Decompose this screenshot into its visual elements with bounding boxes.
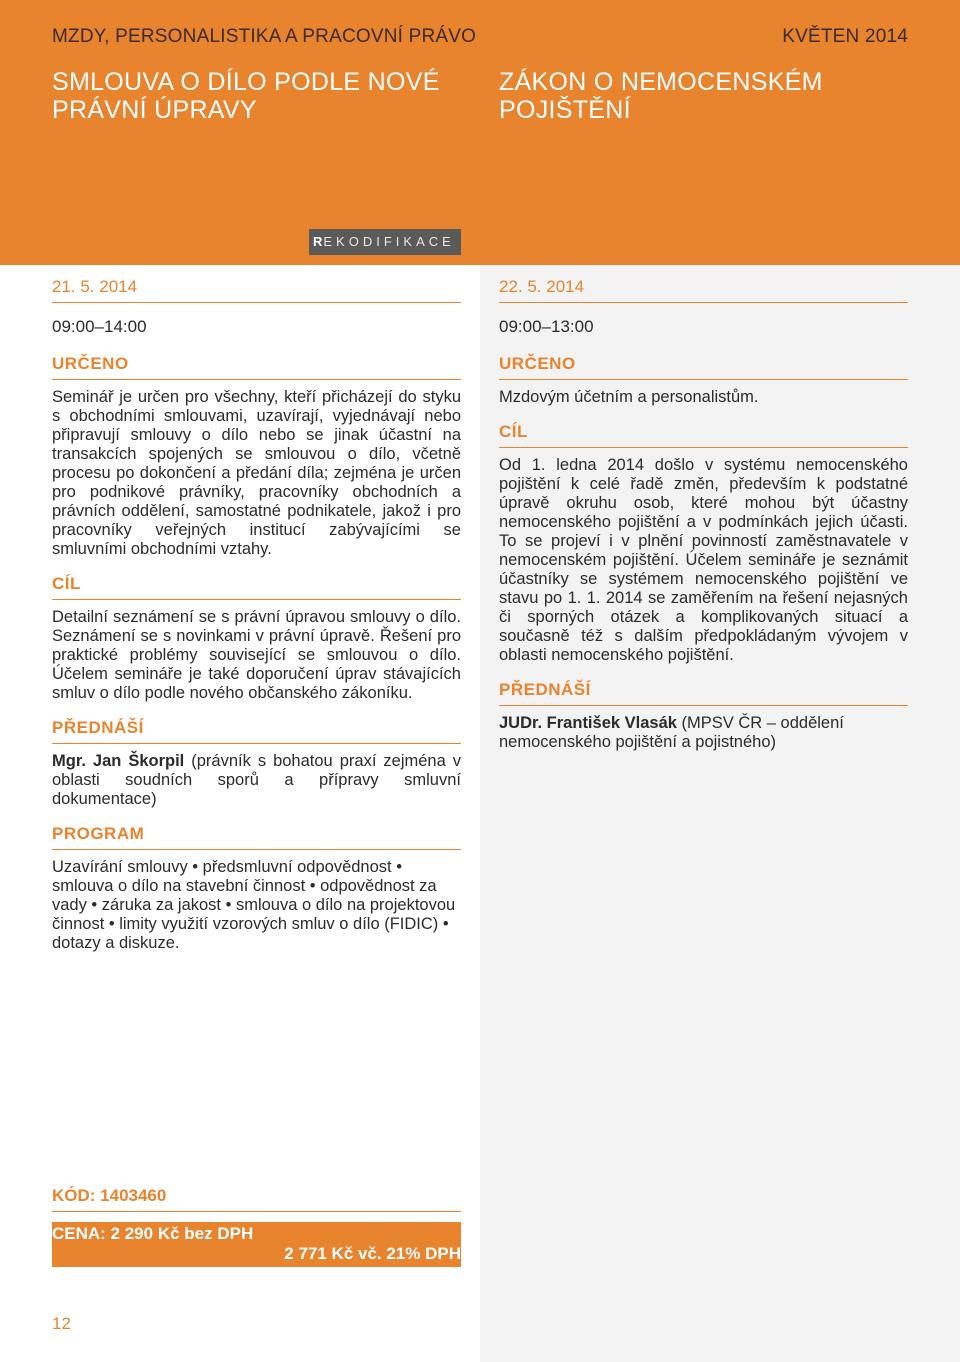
section-title: MZDY, PERSONALISTIKA A PRACOVNÍ PRÁVO bbox=[52, 26, 477, 47]
course-time: 09:00–14:00 bbox=[52, 317, 147, 336]
course-date: 22. 5. 2014 bbox=[499, 275, 908, 303]
course-date: 21. 5. 2014 bbox=[52, 275, 461, 303]
lecturer-note: (právník s bohatou praxí zejména v oblasti soudních sporů a přípravy smluvní dokumentace) bbox=[52, 752, 461, 808]
price-with-vat: 2 771 Kč vč. 21% DPH bbox=[284, 1244, 461, 1263]
badge-text: EKODIFIKACE bbox=[323, 234, 455, 249]
course-code-text: KÓD: 1403460 bbox=[52, 1185, 461, 1212]
course-title-right: ZÁKON O NEMOCENSKÉM POJIŠTĚNÍ bbox=[499, 68, 823, 124]
course-title-left: SMLOUVA O DÍLO PODLE NOVÉ PRÁVNÍ ÚPRAVY bbox=[52, 68, 440, 124]
program-heading: PROGRAM bbox=[52, 823, 461, 850]
prednasi-heading: PŘEDNÁŠÍ bbox=[52, 717, 461, 744]
price-without-vat: CENA: 2 290 Kč bez DPH bbox=[52, 1224, 254, 1243]
issue-date: KVĚTEN 2014 bbox=[782, 26, 908, 47]
rekodifikace-badge bbox=[309, 229, 461, 255]
urceno-text: Mzdovým účetním a personalistům. bbox=[499, 388, 759, 406]
price-box bbox=[52, 1222, 461, 1267]
prednasi-heading: PŘEDNÁŠÍ bbox=[499, 679, 908, 706]
course-left bbox=[52, 275, 461, 953]
cil-heading: CÍL bbox=[52, 573, 461, 600]
urceno-heading: URČENO bbox=[52, 353, 461, 380]
urceno-text: Seminář je určen pro všechny, kteří přicházejí do styku s obchodními smlouvami, uzavírají, vyjednávají nebo připravují smlouvy o dílo nebo se jinak účastní na transakcích spojených se smlouvou o dílo, včetně procesu po dokončení a předání díla; zejména je určen pro podnikové právníky, pracovníky obchodních a právních oddělení, samostatné podnikatele, jakož i pro pracovníky veřejných institucí zabývajícími se smluvními obchodními vztahy. bbox=[52, 388, 461, 558]
badge-initial: R bbox=[313, 234, 324, 249]
lecturer bbox=[499, 714, 908, 752]
course-time: 09:00–13:00 bbox=[499, 317, 594, 336]
course-code bbox=[52, 1185, 461, 1212]
cil-text: Detailní seznámení se s právní úpravou smlouvy o dílo. Seznámení se s novinkami v právní úpravě. Řešení pro praktické problémy související se smlouvou o dílo. Účelem semináře je také doporučení úprav stávajících smluv o dílo podle nového občanského zákoníku. bbox=[52, 608, 461, 702]
cil-heading: CÍL bbox=[499, 421, 908, 448]
lecturer-name: JUDr. František Vlasák bbox=[499, 714, 677, 732]
page-number: 12 bbox=[52, 1314, 71, 1333]
lecturer bbox=[52, 752, 461, 809]
course-right bbox=[499, 275, 908, 752]
urceno-heading: URČENO bbox=[499, 353, 908, 380]
cil-text: Od 1. ledna 2014 došlo v systému nemocenského pojištění k celé řadě změn, především k podstatné úpravě okruhu osob, které mohou být účastny nemocenského pojištění a v podmínkách jejich účasti. To se projeví i v plnění povinností zaměstnavatele v nemocenském pojištění. Účelem semináře je seznámit účastníky se systémem nemocenského pojištění ve stavu po 1. 1. 2014 se zaměřením na řešení nejasných či sporných otázek a komplikovaných situací a současně též s dalším předpokládaným vývojem v oblasti nemocenského pojištění. bbox=[499, 456, 908, 664]
lecturer-name: Mgr. Jan Škorpil bbox=[52, 752, 185, 770]
program-text: Uzavírání smlouvy • předsmluvní odpovědnost • smlouva o dílo na stavební činnost • odpovědnost za vady • záruka za jakost • smlouva o dílo na projektovou činnost • limity využití vzorových smluv o dílo (FIDIC) • dotazy a diskuze. bbox=[52, 858, 456, 952]
lecturer-note: (MPSV ČR – oddělení nemocenského pojištění a pojistného) bbox=[499, 714, 844, 751]
